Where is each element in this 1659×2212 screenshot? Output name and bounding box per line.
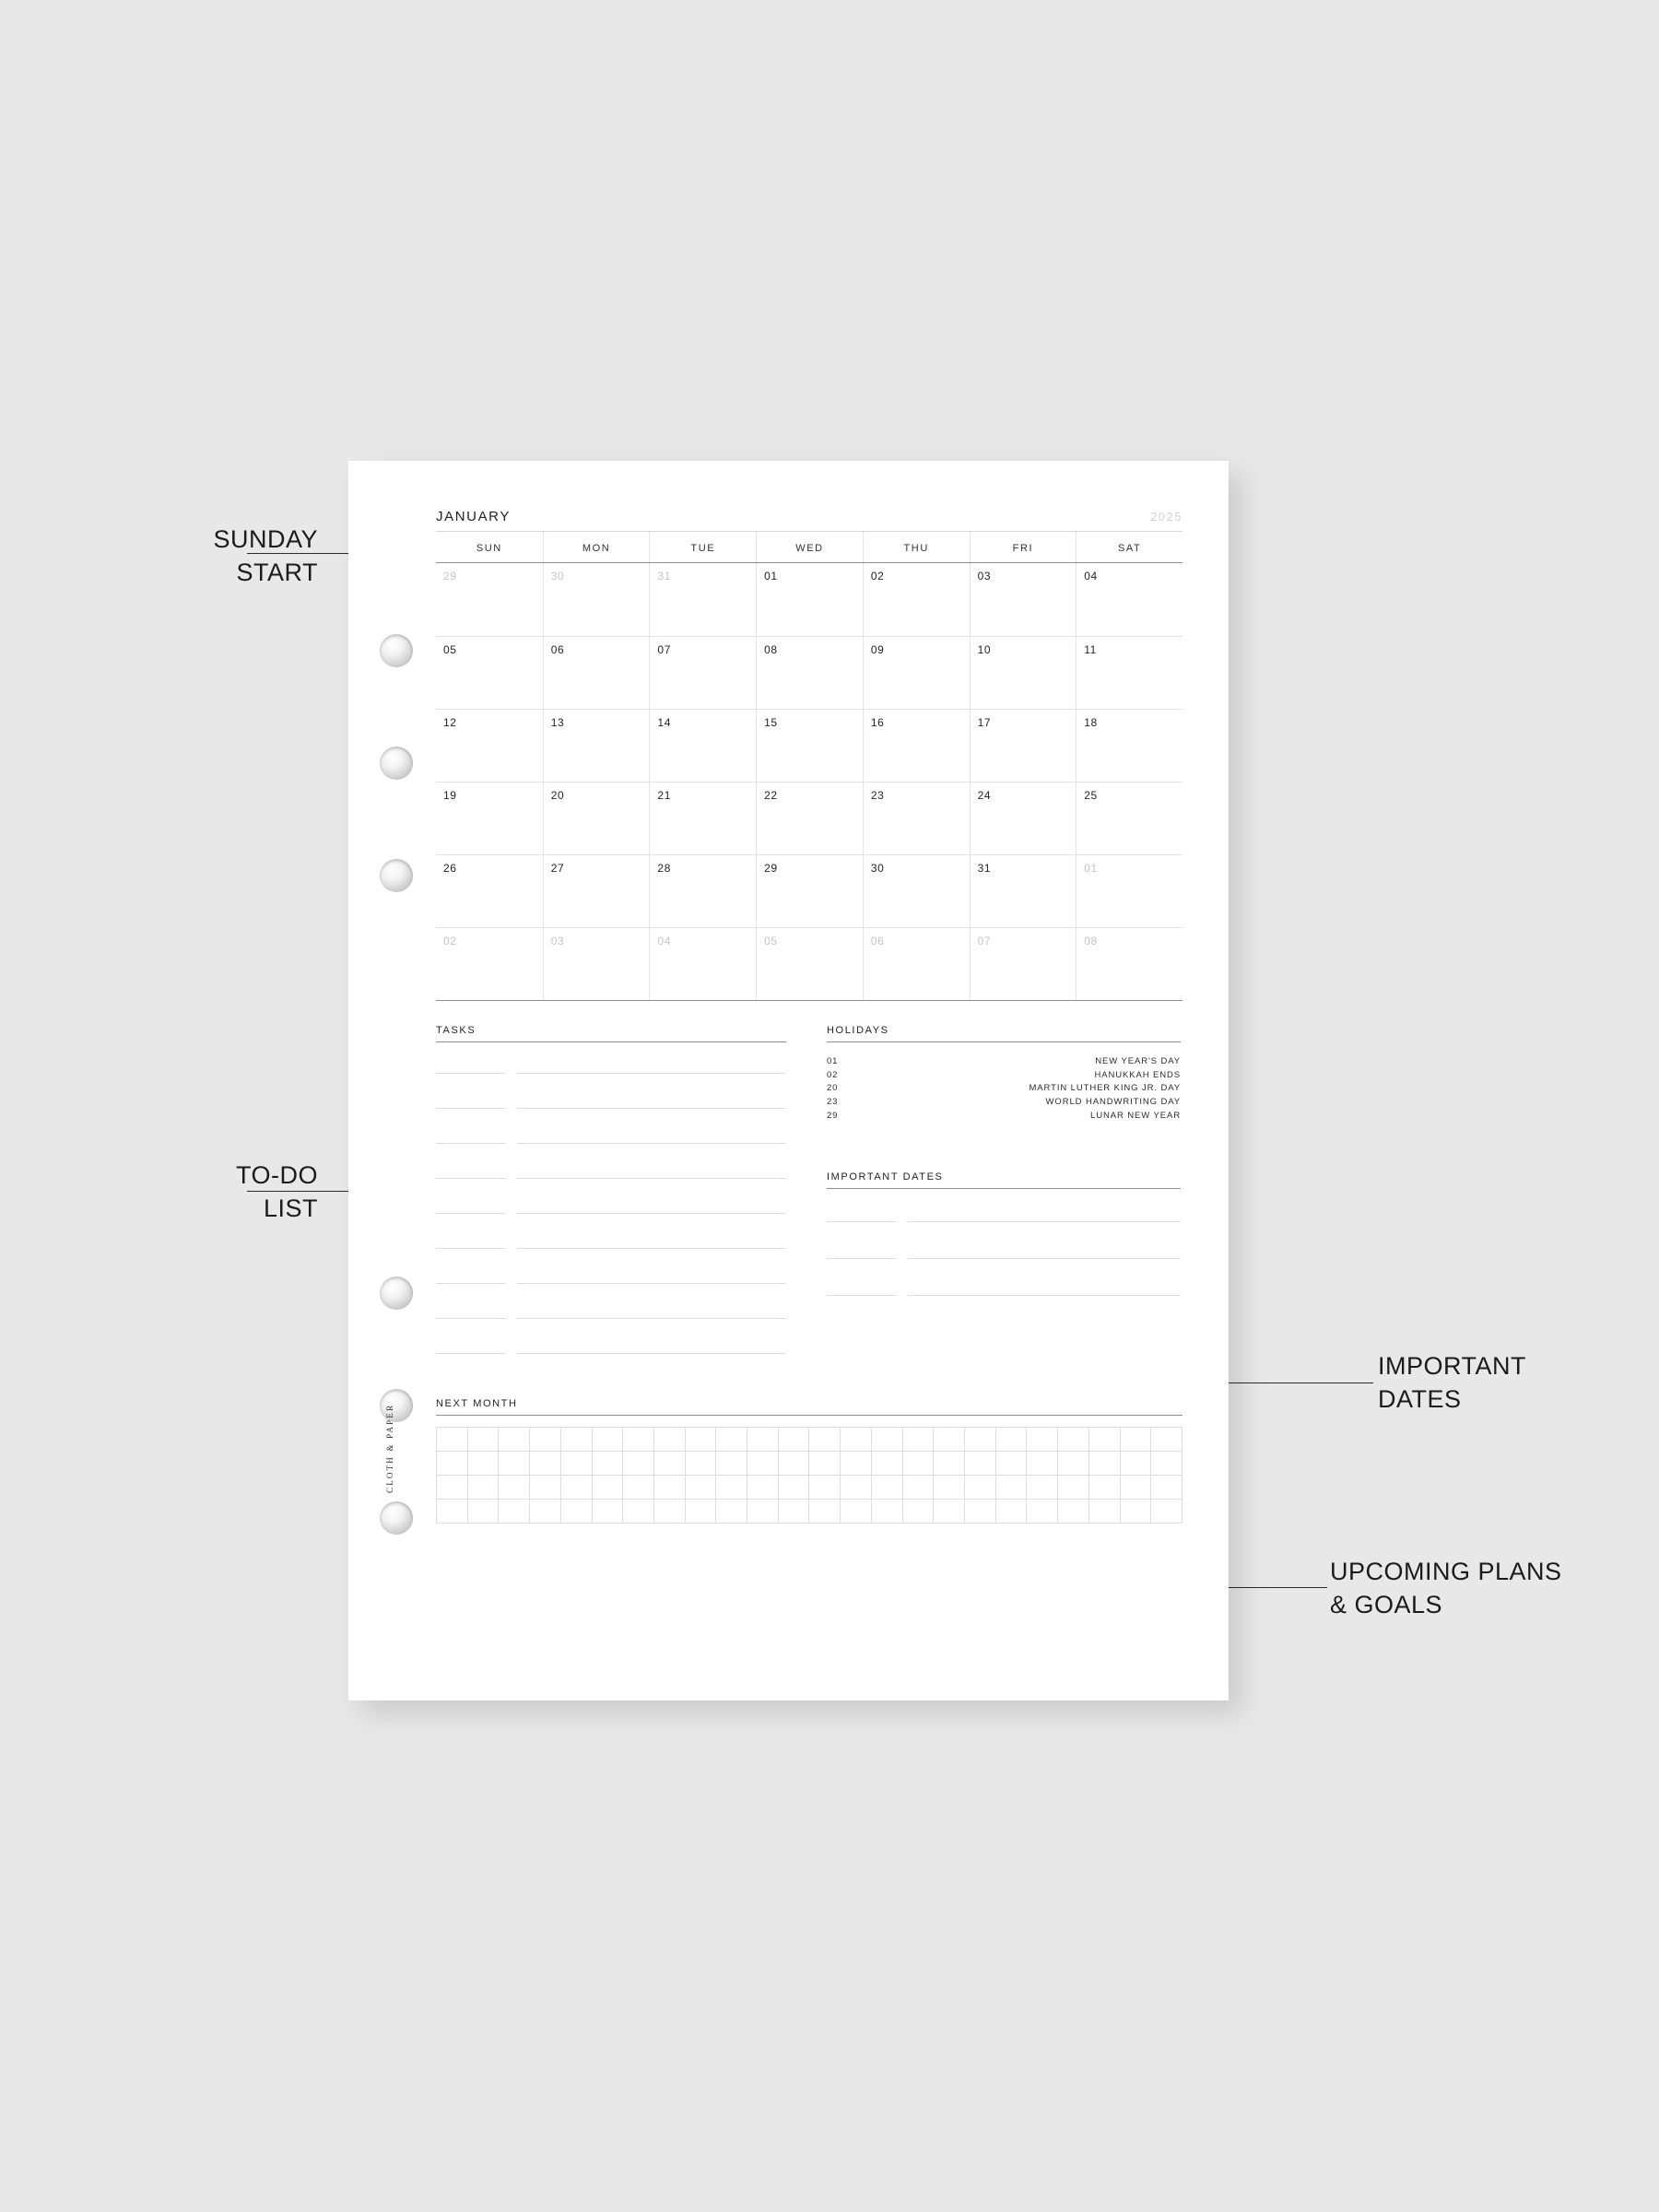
- task-row[interactable]: [436, 1059, 786, 1074]
- grid-cell[interactable]: [468, 1476, 500, 1500]
- grid-cell[interactable]: [623, 1428, 654, 1452]
- grid-cell[interactable]: [1151, 1500, 1182, 1524]
- grid-cell[interactable]: [996, 1452, 1028, 1476]
- task-date-field[interactable]: [436, 1339, 506, 1354]
- grid-cell[interactable]: [499, 1476, 530, 1500]
- grid-cell[interactable]: [1089, 1476, 1121, 1500]
- task-row[interactable]: [436, 1199, 786, 1214]
- weekday-label: WED: [756, 532, 863, 562]
- binder-hole: [380, 859, 413, 892]
- task-row[interactable]: [436, 1269, 786, 1284]
- grid-cell[interactable]: [623, 1452, 654, 1476]
- important-date-text-field[interactable]: [908, 1207, 1181, 1222]
- important-date-field[interactable]: [827, 1281, 897, 1296]
- grid-cell[interactable]: [903, 1452, 935, 1476]
- binder-hole: [380, 747, 413, 780]
- task-text-field[interactable]: [517, 1199, 786, 1214]
- grid-cell[interactable]: [654, 1452, 686, 1476]
- grid-cell[interactable]: [437, 1500, 468, 1524]
- grid-cell[interactable]: [903, 1476, 935, 1500]
- task-text-field[interactable]: [517, 1129, 786, 1144]
- grid-cell[interactable]: [1121, 1476, 1152, 1500]
- grid-cell[interactable]: [716, 1476, 747, 1500]
- calendar-day-cell[interactable]: 29: [443, 570, 457, 582]
- weekday-header-row: [436, 532, 1182, 563]
- grid-cell[interactable]: [965, 1452, 996, 1476]
- grid-cell[interactable]: [468, 1452, 500, 1476]
- holiday-date: 20: [827, 1083, 839, 1094]
- grid-cell[interactable]: [1027, 1500, 1058, 1524]
- calendar-day-cell[interactable]: 15: [756, 709, 863, 782]
- grid-cell[interactable]: [654, 1476, 686, 1500]
- grid-cell[interactable]: [530, 1452, 561, 1476]
- grid-cell[interactable]: [809, 1428, 841, 1452]
- calendar-day-cell[interactable]: 09: [863, 636, 970, 709]
- callout-sunday-start-line2: START: [236, 558, 318, 586]
- calendar-day-cell[interactable]: 31: [970, 854, 1077, 927]
- planner-page: [348, 461, 1229, 1700]
- grid-cell[interactable]: [747, 1476, 779, 1500]
- calendar-day-cell[interactable]: 13: [543, 709, 650, 782]
- calendar-day-cell[interactable]: 07: [649, 636, 756, 709]
- calendar-day-cell[interactable]: 23: [863, 782, 970, 854]
- calendar-day-cell[interactable]: 17: [970, 709, 1077, 782]
- weekday-label: TUE: [649, 532, 756, 562]
- task-row[interactable]: [436, 1304, 786, 1319]
- weekday-label: FRI: [970, 532, 1077, 562]
- task-row[interactable]: [436, 1164, 786, 1179]
- grid-cell[interactable]: [965, 1428, 996, 1452]
- calendar-day-cell[interactable]: 31: [649, 563, 756, 636]
- grid-cell[interactable]: [716, 1452, 747, 1476]
- calendar-day-cell[interactable]: 18: [1076, 709, 1182, 782]
- grid-cell[interactable]: [686, 1476, 717, 1500]
- calendar-day-cell[interactable]: 04: [1076, 563, 1182, 636]
- important-date-text-field[interactable]: [908, 1281, 1181, 1296]
- grid-cell[interactable]: [1027, 1452, 1058, 1476]
- calendar-day-cell[interactable]: 01: [1076, 854, 1182, 927]
- holiday-row: [827, 1110, 1181, 1124]
- grid-cell[interactable]: [561, 1476, 593, 1500]
- grid-cell[interactable]: [686, 1500, 717, 1524]
- calendar-day-cell[interactable]: 16: [863, 709, 970, 782]
- task-row[interactable]: [436, 1234, 786, 1249]
- grid-cell[interactable]: [530, 1428, 561, 1452]
- task-rows: [436, 1059, 786, 1354]
- callout-upcoming-plans: [1330, 1556, 1625, 1621]
- tasks-column: [436, 1025, 786, 1374]
- binder-hole: [380, 634, 413, 667]
- grid-cell[interactable]: [934, 1428, 965, 1452]
- grid-cell[interactable]: [593, 1428, 624, 1452]
- year-label: 2025: [1150, 510, 1182, 524]
- grid-cell[interactable]: [872, 1452, 903, 1476]
- grid-cell[interactable]: [872, 1476, 903, 1500]
- grid-cell[interactable]: [872, 1500, 903, 1524]
- grid-cell[interactable]: [1151, 1452, 1182, 1476]
- task-row[interactable]: [436, 1094, 786, 1109]
- calendar-day-cell[interactable]: 14: [649, 709, 756, 782]
- calendar-day-cell[interactable]: 02: [863, 563, 970, 636]
- task-text-field[interactable]: [517, 1234, 786, 1249]
- task-date-field[interactable]: [436, 1234, 506, 1249]
- grid-cell[interactable]: [779, 1476, 810, 1500]
- calendar-day-cell[interactable]: 03: [543, 927, 650, 1000]
- grid-cell[interactable]: [747, 1452, 779, 1476]
- callout-upcoming-plans-line1: UPCOMING PLANS: [1330, 1558, 1562, 1585]
- grid-cell[interactable]: [437, 1428, 468, 1452]
- grid-cell[interactable]: [841, 1476, 872, 1500]
- callout-sunday-start: [115, 524, 318, 589]
- calendar-day-cell[interactable]: 29: [756, 854, 863, 927]
- calendar-day-cell[interactable]: 03: [970, 563, 1077, 636]
- grid-cell[interactable]: [561, 1452, 593, 1476]
- holiday-name: HANUKKAH ENDS: [1094, 1069, 1181, 1080]
- grid-cell[interactable]: [747, 1500, 779, 1524]
- grid-cell[interactable]: [1058, 1452, 1089, 1476]
- grid-cell[interactable]: [686, 1452, 717, 1476]
- holiday-date: 02: [827, 1069, 839, 1080]
- grid-cell[interactable]: [1058, 1500, 1089, 1524]
- calendar-grid: [436, 563, 1182, 1001]
- grid-cell[interactable]: [716, 1500, 747, 1524]
- holiday-row: [827, 1082, 1181, 1096]
- grid-cell[interactable]: [437, 1476, 468, 1500]
- grid-cell[interactable]: [1027, 1476, 1058, 1500]
- weekday-label: MON: [543, 532, 650, 562]
- calendar-day-cell[interactable]: 21: [649, 782, 756, 854]
- task-date-field[interactable]: [436, 1199, 506, 1214]
- holiday-date: 23: [827, 1097, 839, 1108]
- holiday-date: 29: [827, 1110, 839, 1121]
- calendar-day-cell[interactable]: 27: [543, 854, 650, 927]
- calendar-day-cell[interactable]: 24: [970, 782, 1077, 854]
- grid-cell[interactable]: [623, 1500, 654, 1524]
- grid-cell[interactable]: [934, 1452, 965, 1476]
- task-date-field[interactable]: [436, 1129, 506, 1144]
- callout-todo-list-line2: LIST: [263, 1194, 318, 1222]
- calendar-day-cell[interactable]: 06: [543, 636, 650, 709]
- grid-cell[interactable]: [1058, 1476, 1089, 1500]
- grid-cell[interactable]: [779, 1500, 810, 1524]
- grid-cell[interactable]: [468, 1428, 500, 1452]
- right-column: [827, 1025, 1181, 1374]
- callout-todo-list-line1: TO-DO: [236, 1161, 318, 1189]
- next-month-grid: [436, 1427, 1182, 1524]
- calendar-day-cell[interactable]: 05: [436, 636, 543, 709]
- holiday-name: MARTIN LUTHER KING JR. DAY: [1029, 1083, 1181, 1094]
- task-row[interactable]: [436, 1339, 786, 1354]
- calendar-day-cell[interactable]: 25: [1076, 782, 1182, 854]
- calendar-day-cell[interactable]: 20: [543, 782, 650, 854]
- grid-cell[interactable]: [530, 1476, 561, 1500]
- holiday-row: [827, 1055, 1181, 1069]
- grid-cell[interactable]: [1089, 1428, 1121, 1452]
- task-text-field[interactable]: [517, 1094, 786, 1109]
- brand-label: CLOTH & PAPER: [385, 1403, 394, 1493]
- calendar-day-cell[interactable]: 12: [436, 709, 543, 782]
- grid-cell[interactable]: [593, 1476, 624, 1500]
- grid-cell[interactable]: [623, 1476, 654, 1500]
- holiday-name: LUNAR NEW YEAR: [1090, 1110, 1181, 1121]
- grid-cell[interactable]: [437, 1452, 468, 1476]
- calendar-day-cell[interactable]: 11: [1076, 636, 1182, 709]
- grid-cell[interactable]: [965, 1500, 996, 1524]
- grid-cell[interactable]: [1121, 1428, 1152, 1452]
- grid-cell[interactable]: [716, 1428, 747, 1452]
- important-date-row[interactable]: [827, 1207, 1181, 1222]
- grid-cell[interactable]: [593, 1452, 624, 1476]
- binder-hole: [380, 1501, 413, 1535]
- grid-cell[interactable]: [779, 1428, 810, 1452]
- important-date-field[interactable]: [827, 1244, 897, 1259]
- grid-cell[interactable]: [654, 1428, 686, 1452]
- callout-important-dates: [1378, 1350, 1618, 1416]
- calendar-day-cell[interactable]: 07: [970, 927, 1077, 1000]
- grid-cell[interactable]: [1058, 1428, 1089, 1452]
- grid-cell[interactable]: [1089, 1500, 1121, 1524]
- callout-sunday-start-line1: SUNDAY: [213, 525, 318, 553]
- task-text-field[interactable]: [517, 1304, 786, 1319]
- grid-cell[interactable]: [654, 1500, 686, 1524]
- weekday-label: SAT: [1076, 532, 1182, 562]
- grid-cell[interactable]: [1151, 1476, 1182, 1500]
- task-date-field[interactable]: [436, 1164, 506, 1179]
- grid-cell[interactable]: [561, 1428, 593, 1452]
- grid-cell[interactable]: [747, 1428, 779, 1452]
- calendar-day-cell[interactable]: 08: [756, 636, 863, 709]
- calendar-day-cell[interactable]: 26: [436, 854, 543, 927]
- calendar-day-cell[interactable]: 04: [649, 927, 756, 1000]
- important-date-row[interactable]: [827, 1281, 1181, 1296]
- grid-cell[interactable]: [996, 1500, 1028, 1524]
- important-dates-section: [827, 1171, 1181, 1296]
- binder-hole: [380, 1277, 413, 1310]
- grid-cell[interactable]: [965, 1476, 996, 1500]
- task-text-field[interactable]: [517, 1339, 786, 1354]
- important-dates-rows: [827, 1207, 1181, 1296]
- grid-cell[interactable]: [1121, 1500, 1152, 1524]
- grid-cell[interactable]: [499, 1500, 530, 1524]
- grid-cell[interactable]: [903, 1500, 935, 1524]
- task-date-field[interactable]: [436, 1269, 506, 1284]
- grid-cell[interactable]: [841, 1428, 872, 1452]
- grid-cell[interactable]: [593, 1500, 624, 1524]
- task-text-field[interactable]: [517, 1269, 786, 1284]
- next-month-section: [436, 1398, 1182, 1524]
- weekday-label: SUN: [476, 543, 502, 554]
- grid-cell[interactable]: [996, 1428, 1028, 1452]
- callout-important-dates-line2: DATES: [1378, 1384, 1462, 1413]
- callout-todo-list: [115, 1159, 318, 1225]
- month-title: JANUARY: [436, 509, 511, 524]
- holiday-row: [827, 1096, 1181, 1110]
- grid-cell[interactable]: [1027, 1428, 1058, 1452]
- calendar-day-cell[interactable]: 30: [863, 854, 970, 927]
- callout-important-dates-line1: IMPORTANT: [1378, 1352, 1527, 1380]
- important-date-text-field[interactable]: [908, 1244, 1181, 1259]
- task-text-field[interactable]: [517, 1164, 786, 1179]
- calendar-day-cell[interactable]: 10: [970, 636, 1077, 709]
- grid-cell[interactable]: [934, 1476, 965, 1500]
- holiday-date: 01: [827, 1056, 839, 1066]
- grid-cell[interactable]: [903, 1428, 935, 1452]
- holidays-title: HOLIDAYS: [827, 1025, 1181, 1042]
- task-date-field[interactable]: [436, 1304, 506, 1319]
- grid-cell[interactable]: [499, 1428, 530, 1452]
- grid-cell[interactable]: [686, 1428, 717, 1452]
- calendar-day-cell[interactable]: 01: [756, 563, 863, 636]
- grid-cell[interactable]: [809, 1476, 841, 1500]
- calendar-day-cell[interactable]: 02: [436, 927, 543, 1000]
- callout-upcoming-plans-line2: & GOALS: [1330, 1590, 1443, 1618]
- task-text-field[interactable]: [517, 1059, 786, 1074]
- grid-cell[interactable]: [468, 1500, 500, 1524]
- task-date-field[interactable]: [436, 1094, 506, 1109]
- important-dates-title: IMPORTANT DATES: [827, 1171, 1181, 1189]
- task-date-field[interactable]: [436, 1059, 506, 1074]
- task-row[interactable]: [436, 1129, 786, 1144]
- grid-cell[interactable]: [996, 1476, 1028, 1500]
- important-date-row[interactable]: [827, 1244, 1181, 1259]
- grid-cell[interactable]: [1151, 1428, 1182, 1452]
- calendar-header: [436, 509, 1182, 532]
- grid-cell[interactable]: [561, 1500, 593, 1524]
- holiday-name: WORLD HANDWRITING DAY: [1045, 1097, 1181, 1108]
- next-month-title: NEXT MONTH: [436, 1398, 1182, 1416]
- grid-cell[interactable]: [779, 1452, 810, 1476]
- grid-cell[interactable]: [530, 1500, 561, 1524]
- grid-cell[interactable]: [934, 1500, 965, 1524]
- calendar-day-cell[interactable]: 08: [1076, 927, 1182, 1000]
- calendar-day-cell[interactable]: 06: [863, 927, 970, 1000]
- weekday-label: THU: [863, 532, 970, 562]
- important-date-field[interactable]: [827, 1207, 897, 1222]
- grid-cell[interactable]: [809, 1452, 841, 1476]
- grid-cell[interactable]: [1121, 1452, 1152, 1476]
- calendar-day-cell[interactable]: 28: [649, 854, 756, 927]
- grid-cell[interactable]: [841, 1452, 872, 1476]
- calendar-day-cell[interactable]: 30: [543, 563, 650, 636]
- holiday-row: [827, 1069, 1181, 1083]
- tasks-title: TASKS: [436, 1025, 786, 1042]
- grid-cell[interactable]: [499, 1452, 530, 1476]
- grid-cell[interactable]: [872, 1428, 903, 1452]
- calendar-day-cell[interactable]: 22: [756, 782, 863, 854]
- calendar-day-cell[interactable]: 05: [756, 927, 863, 1000]
- grid-cell[interactable]: [1089, 1452, 1121, 1476]
- page-content: [436, 509, 1182, 1652]
- lower-sections: [436, 1025, 1182, 1374]
- calendar-day-cell[interactable]: 19: [436, 782, 543, 854]
- holiday-name: NEW YEAR'S DAY: [1095, 1056, 1181, 1066]
- grid-cell[interactable]: [841, 1500, 872, 1524]
- grid-cell[interactable]: [809, 1500, 841, 1524]
- holiday-list: [827, 1055, 1181, 1124]
